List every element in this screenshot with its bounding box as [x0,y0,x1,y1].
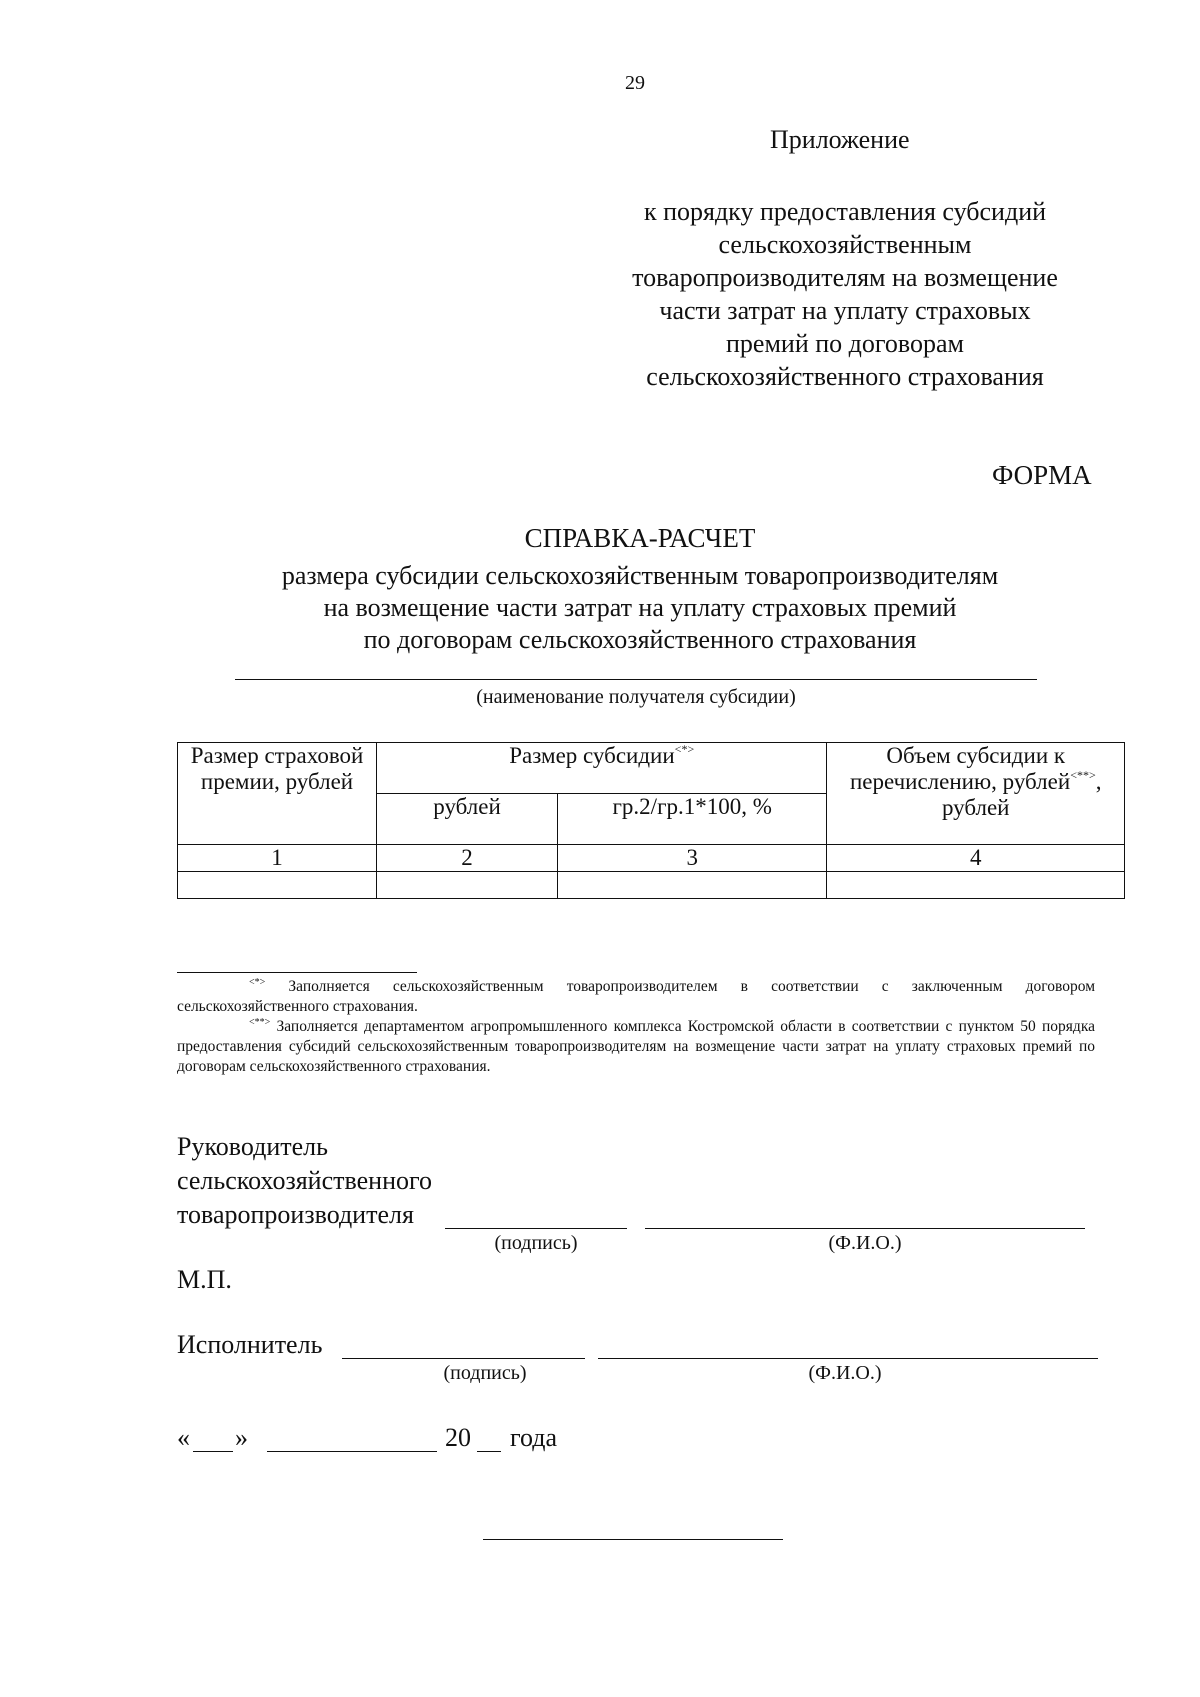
date-day-line [193,1451,233,1452]
header-subsidy [377,743,827,794]
header-subsidy-rubles: рублей [377,794,558,845]
annex-title: Приложение [770,125,910,154]
head-name-caption: (Ф.И.О.) [828,1232,902,1254]
head-signature-line [445,1228,627,1229]
date-month-line [267,1451,437,1452]
executor-signature-caption: (подпись) [443,1362,527,1384]
document-subtitle [140,560,1140,656]
executor-name-caption: (Ф.И.О.) [808,1362,882,1384]
annex-line: сельскохозяйственным [718,230,972,259]
header-transfer-text-2: , рублей [941,769,1102,820]
table-cell [558,872,827,899]
footnote-ref-1: <*> [674,742,695,756]
recipient-caption: (наименование получателя субсидии) [476,686,796,708]
head-title-line-2: сельскохозяйственного [177,1166,432,1195]
column-number: 2 [377,845,558,872]
bottom-rule [483,1539,783,1540]
head-signature-caption: (подпись) [494,1232,578,1254]
executor-name-line [598,1358,1098,1359]
table-cell [377,872,558,899]
annex-line: к порядку предоставления субсидий [643,197,1047,226]
table-cell [827,872,1125,899]
footnote-2 [177,1017,1095,1077]
footnotes [177,977,1095,1077]
annex-body [590,195,1100,393]
header-transfer-volume [827,743,1125,845]
column-number: 3 [558,845,827,872]
head-name-line [645,1228,1085,1229]
stamp-label: М.П. [177,1265,232,1294]
annex-line: премий по договорам [726,329,964,358]
head-title-line-1: Руководитель [177,1132,328,1161]
document-title: СПРАВКА-РАСЧЕТ [524,523,756,553]
footnote-text-1: Заполняется сельскохозяйственным товаропроизводителем в соответствии с заключенным договором сельскохозяйственного страхования. [177,978,1095,1015]
recipient-name-line [235,679,1037,680]
executor-signature-line [342,1358,585,1359]
date-suffix: года [510,1423,558,1452]
footnote-separator [177,972,417,973]
date-year-prefix: 20 [445,1423,471,1452]
annex-line: части затрат на уплату страховых [659,296,1031,325]
footnote-1 [177,977,1095,1017]
date-year-line [477,1451,501,1452]
header-subsidy-percent: гр.2/гр.1*100, % [558,794,827,845]
form-label: ФОРМА [992,460,1092,490]
annex-line: сельскохозяйственного страхования [646,362,1044,391]
subtitle-line: по договорам сельскохозяйственного страхования [363,625,917,654]
footnote-mark-2: <**> [249,1017,271,1028]
header-subsidy-text: Размер субсидии [509,743,675,768]
table-cell [178,872,377,899]
head-title-line-3: товаропроизводителя [177,1200,414,1229]
page-number: 29 [625,72,645,94]
annex-line: товаропроизводителям на возмещение [632,263,1058,292]
footnote-text-2: Заполняется департаментом агропромышленного комплекса Костромской области в соответствии с пунктом 50 порядка предоставления субсидий сельскохозяйственным товаропроизводителям на возмещение части затрат на уплату страховых премий по договорам сельскохозяйственного страхования. [177,1018,1095,1075]
subtitle-line: размера субсидии сельскохозяйственным товаропроизводителям [281,561,999,590]
footnote-mark-1: <*> [249,977,266,988]
header-transfer-text: Объем субсидии к перечислению, рублей [849,743,1071,794]
header-premium: Размер страховой премии, рублей [178,743,377,845]
column-number: 1 [178,845,377,872]
date-close-quote: » [235,1423,248,1452]
date-open-quote: « [177,1423,190,1452]
footnote-ref-2: <**> [1070,768,1096,782]
subtitle-line: на возмещение части затрат на уплату страховых премий [323,593,957,622]
column-number: 4 [827,845,1125,872]
executor-label: Исполнитель [177,1330,323,1359]
subsidy-table [177,742,1125,899]
